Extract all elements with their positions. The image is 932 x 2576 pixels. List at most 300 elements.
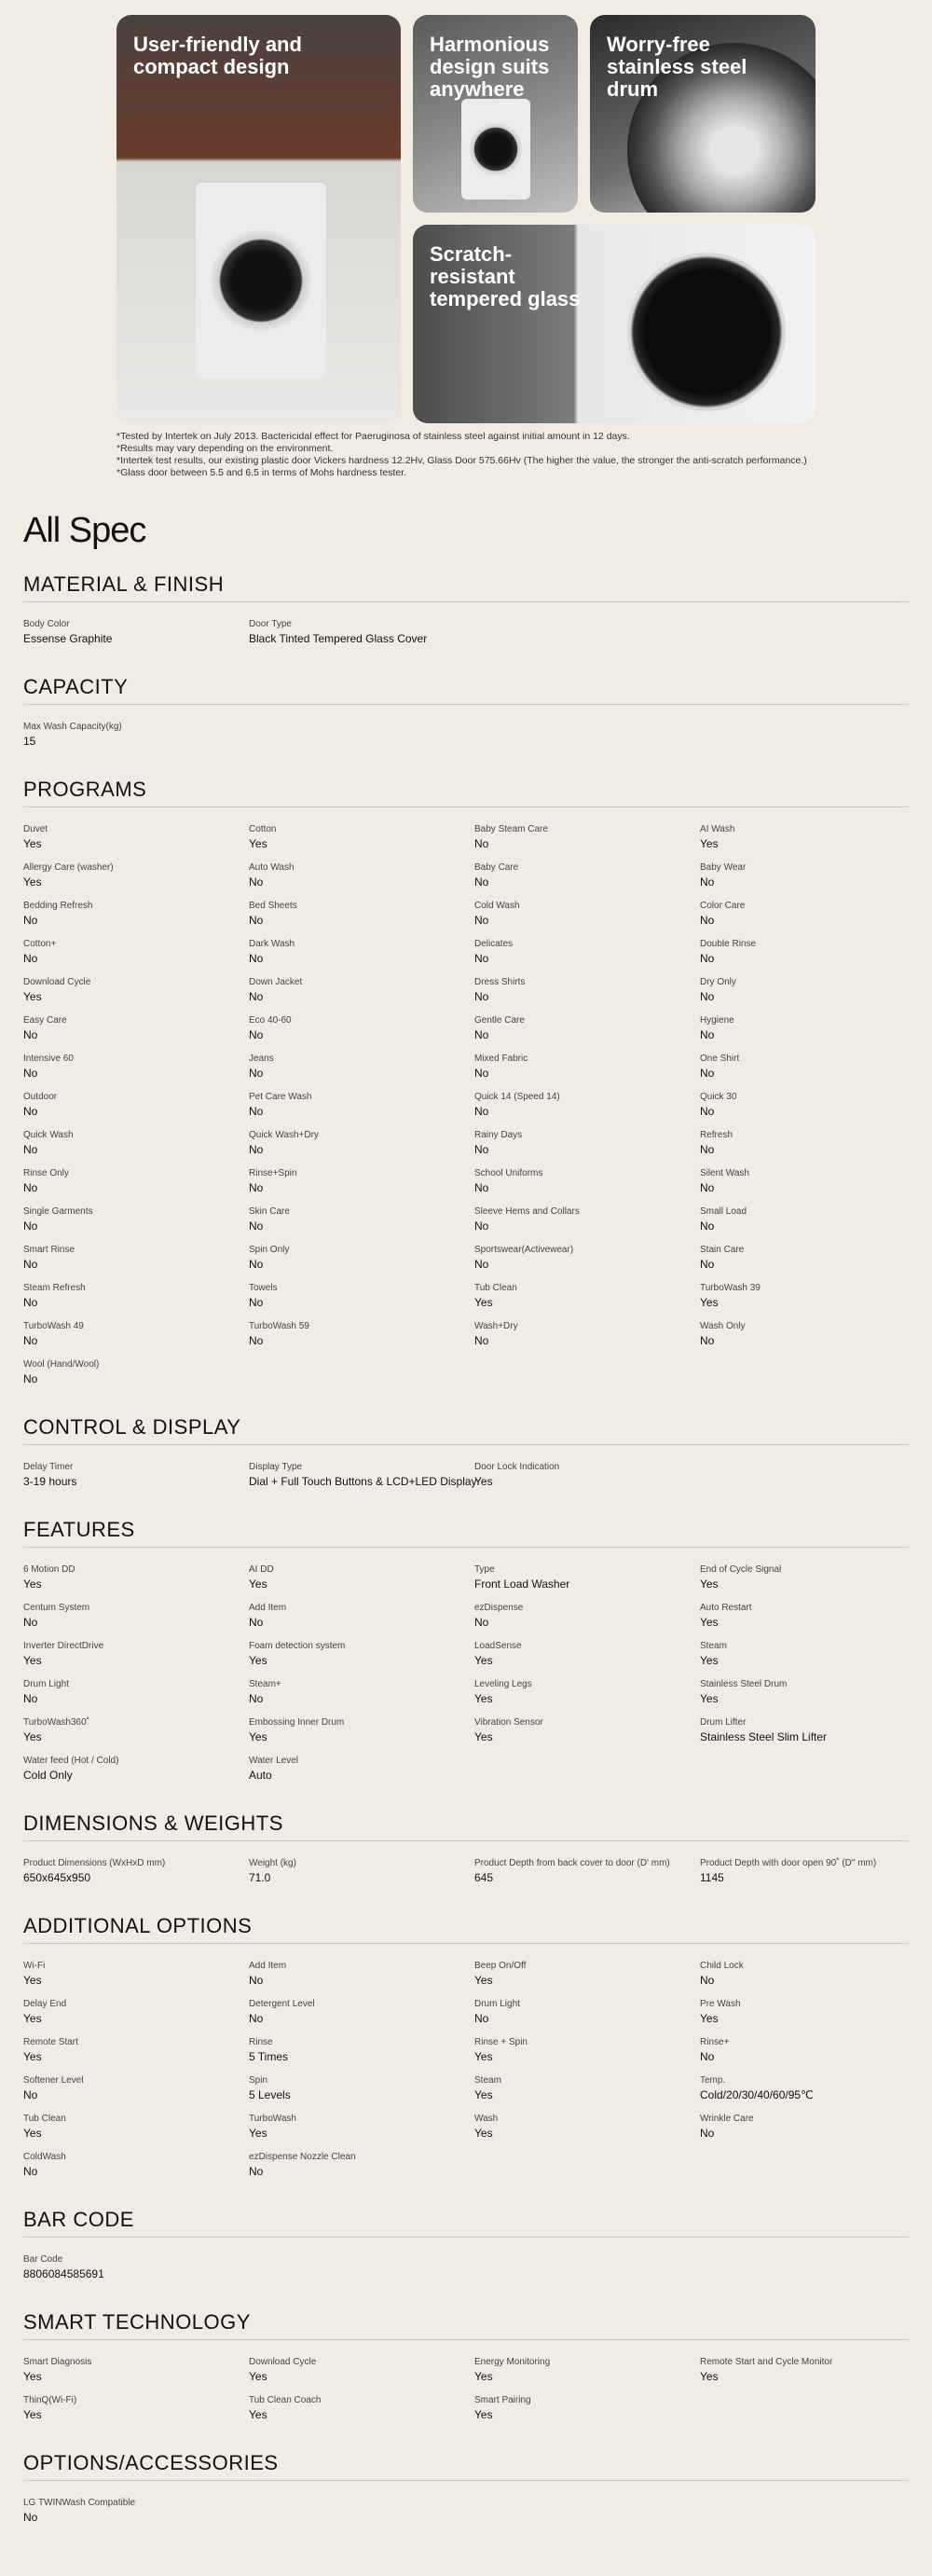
spec-value: No — [474, 990, 489, 1003]
spec-value: No — [700, 2050, 715, 2063]
spec-item — [474, 1244, 700, 1282]
spec-label: Steam — [700, 1641, 727, 1651]
spec-item — [700, 1320, 909, 1358]
hero-tile-stainless-drum — [590, 15, 816, 213]
spec-value: Yes — [23, 2370, 42, 2383]
spec-item — [23, 2253, 249, 2292]
spec-item — [474, 1857, 700, 1895]
washer-door-illustration — [469, 122, 523, 176]
spec-label: Softener Level — [23, 2075, 84, 2086]
spec-value: Yes — [474, 1692, 493, 1705]
spec-item — [23, 1461, 249, 1499]
spec-item — [23, 1640, 249, 1678]
spec-label: Child Lock — [700, 1961, 744, 1971]
spec-value: Dial + Full Touch Buttons & LCD+LED Display — [249, 1475, 477, 1488]
spec-value: Yes — [249, 1577, 267, 1591]
spec-value: No — [23, 1258, 38, 1271]
spec-label: Wi-Fi — [23, 1961, 46, 1971]
spec-label: Mixed Fabric — [474, 1054, 528, 1064]
spec-item — [23, 1857, 249, 1895]
spec-item — [23, 938, 249, 976]
spec-label: Gentle Care — [474, 1015, 525, 1026]
spec-grid — [23, 1445, 909, 1505]
spec-section — [23, 2297, 909, 2438]
spec-value: No — [474, 875, 489, 889]
spec-item — [700, 1091, 909, 1129]
spec-label: AI Wash — [700, 824, 735, 834]
spec-label: Steam+ — [249, 1679, 281, 1689]
spec-item — [700, 1678, 909, 1716]
spec-label: Sleeve Hems and Collars — [474, 1206, 580, 1217]
spec-item — [474, 1014, 700, 1053]
spec-value: Yes — [23, 1974, 42, 1987]
spec-value: Yes — [249, 2370, 267, 2383]
spec-value: No — [249, 1334, 264, 1347]
spec-label: Rinse Only — [23, 1168, 69, 1178]
spec-item — [23, 1998, 249, 2036]
spec-label: Smart Rinse — [23, 1245, 75, 1255]
spec-label: Wool (Hand/Wool) — [23, 1359, 100, 1370]
hero-tile-title: Worry-free stainless steel drum — [607, 33, 747, 101]
spec-label: Energy Monitoring — [474, 2357, 551, 2367]
spec-label: Download Cycle — [249, 2357, 317, 2367]
spec-value: No — [23, 1028, 38, 1041]
spec-label: Tub Clean — [23, 2114, 66, 2124]
spec-item — [23, 1755, 249, 1793]
spec-label: Quick Wash — [23, 1130, 74, 1140]
spec-item — [249, 900, 474, 938]
spec-item — [23, 1358, 249, 1397]
spec-value: No — [700, 1181, 715, 1194]
spec-label: Product Depth with door open 90˚ (D" mm) — [700, 1858, 877, 1868]
spec-item — [474, 1282, 700, 1320]
spec-grid — [23, 1548, 909, 1798]
spec-item — [23, 1602, 249, 1640]
spec-value: No — [474, 914, 489, 927]
spec-label: 6 Motion DD — [23, 1564, 75, 1575]
spec-value: No — [700, 1105, 715, 1118]
spec-item — [249, 1461, 477, 1499]
spec-item — [249, 1053, 474, 1091]
spec-item — [23, 1205, 249, 1244]
spec-value: Front Load Washer — [474, 1577, 570, 1591]
spec-label: Easy Care — [23, 1015, 67, 1026]
spec-item — [249, 1244, 474, 1282]
spec-label: Door Type — [249, 619, 292, 629]
spec-item — [700, 823, 909, 861]
spec-item — [23, 900, 249, 938]
spec-item — [249, 861, 474, 900]
spec-label: TurboWash360˚ — [23, 1717, 89, 1728]
section-title: OPTIONS/ACCESSORIES — [23, 2438, 909, 2481]
hero-tile-title: Scratch- resistant tempered glass — [430, 242, 581, 310]
spec-item — [249, 2394, 474, 2432]
spec-value: Yes — [700, 1692, 719, 1705]
spec-item — [249, 2356, 474, 2394]
spec-item — [474, 1716, 700, 1755]
spec-label: Sportswear(Activewear) — [474, 1245, 574, 1255]
spec-label: Tub Clean — [474, 1283, 517, 1293]
spec-item — [700, 1205, 909, 1244]
spec-item — [23, 823, 249, 861]
spec-value: No — [700, 1219, 715, 1233]
spec-item — [700, 1564, 909, 1602]
spec-item — [23, 1564, 249, 1602]
spec-item — [23, 2497, 249, 2535]
spec-label: Water Level — [249, 1756, 298, 1766]
spec-value: No — [474, 1258, 489, 1271]
spec-item — [700, 1282, 909, 1320]
spec-value: No — [700, 1334, 715, 1347]
spec-label: Vibration Sensor — [474, 1717, 543, 1728]
spec-label: Silent Wash — [700, 1168, 749, 1178]
section-title: SMART TECHNOLOGY — [23, 2297, 909, 2340]
spec-value: No — [700, 990, 715, 1003]
spec-value: Yes — [249, 2127, 267, 2140]
section-title: FEATURES — [23, 1505, 909, 1548]
spec-label: Smart Pairing — [474, 2395, 531, 2405]
spec-value: Yes — [700, 2012, 719, 2025]
spec-item — [249, 1640, 474, 1678]
spec-label: Pre Wash — [700, 1999, 741, 2009]
spec-value: Yes — [23, 2050, 42, 2063]
spec-item — [474, 1960, 700, 1998]
spec-label: Drum Light — [474, 1999, 520, 2009]
spec-label: Centum System — [23, 1603, 90, 1613]
spec-value: Yes — [249, 1730, 267, 1743]
spec-item — [23, 1282, 249, 1320]
spec-label: Jeans — [249, 1054, 274, 1064]
spec-value: Yes — [23, 875, 42, 889]
spec-value: No — [474, 2012, 489, 2025]
spec-label: Stainless Steel Drum — [700, 1679, 788, 1689]
spec-label: Bed Sheets — [249, 901, 297, 911]
spec-item — [249, 2151, 474, 2189]
spec-value: Yes — [23, 990, 42, 1003]
spec-label: Foam detection system — [249, 1641, 346, 1651]
spec-value: No — [249, 2012, 264, 2025]
spec-value: Auto — [249, 1769, 272, 1782]
spec-item — [249, 1091, 474, 1129]
spec-item — [474, 2356, 700, 2394]
spec-item — [700, 1640, 909, 1678]
spec-label: Quick Wash+Dry — [249, 1130, 319, 1140]
footnote: *Tested by Intertek on July 2013. Bactericidal effect for Paeruginosa of stainless steel against initial amount in 12 days. — [116, 431, 630, 442]
spec-label: Spin — [249, 2075, 268, 2086]
spec-item — [474, 823, 700, 861]
section-title: PROGRAMS — [23, 765, 909, 807]
spec-label: Wash+Dry — [474, 1321, 518, 1331]
spec-value: No — [249, 1296, 264, 1309]
spec-item — [249, 2036, 474, 2074]
spec-item — [249, 1998, 474, 2036]
spec-item — [249, 1282, 474, 1320]
spec-item — [700, 2356, 909, 2394]
spec-label: Stain Care — [700, 1245, 745, 1255]
spec-section — [23, 1402, 909, 1505]
spec-label: Temp. — [700, 2075, 726, 2086]
spec-item — [249, 823, 474, 861]
spec-value: No — [474, 1616, 489, 1629]
spec-item — [474, 1053, 700, 1091]
spec-grid — [23, 2238, 909, 2297]
spec-label: Wrinkle Care — [700, 2114, 754, 2124]
spec-label: Small Load — [700, 1206, 747, 1217]
spec-value: Yes — [23, 2012, 42, 2025]
spec-grid — [23, 602, 909, 662]
hero-gallery — [0, 0, 932, 485]
spec-value: 3-19 hours — [23, 1475, 77, 1488]
spec-item — [474, 1205, 700, 1244]
spec-label: Weight (kg) — [249, 1858, 296, 1868]
spec-item — [474, 1320, 700, 1358]
spec-value: No — [249, 990, 264, 1003]
spec-label: TurboWash 49 — [23, 1321, 84, 1331]
footnote: *Results may vary depending on the environment. — [116, 443, 334, 454]
spec-value: No — [23, 1181, 38, 1194]
spec-item — [700, 2113, 909, 2151]
spec-label: Single Garments — [23, 1206, 93, 1217]
spec-label: TurboWash — [249, 2114, 296, 2124]
spec-item — [474, 2074, 700, 2113]
spec-item — [474, 1640, 700, 1678]
spec-item — [249, 1602, 474, 1640]
spec-value: Yes — [700, 1616, 719, 1629]
spec-item — [23, 2151, 249, 2189]
spec-value: Cold Only — [23, 1769, 73, 1782]
spec-value: No — [23, 1105, 38, 1118]
spec-item — [249, 2113, 474, 2151]
spec-item — [249, 1564, 474, 1602]
section-title: MATERIAL & FINISH — [23, 559, 909, 602]
spec-value: Yes — [474, 2127, 493, 2140]
spec-label: Smart Diagnosis — [23, 2357, 92, 2367]
spec-grid — [23, 2340, 909, 2438]
spec-label: Towels — [249, 1283, 278, 1293]
spec-label: Add Item — [249, 1603, 287, 1613]
spec-value: No — [249, 1143, 264, 1156]
section-title: CAPACITY — [23, 662, 909, 705]
spec-item — [249, 2074, 474, 2113]
spec-value: No — [23, 1296, 38, 1309]
spec-label: Remote Start — [23, 2037, 78, 2047]
spec-label: Auto Restart — [700, 1603, 752, 1613]
spec-item — [23, 2113, 249, 2151]
spec-item — [700, 1129, 909, 1167]
spec-value: No — [700, 1258, 715, 1271]
spec-label: Rainy Days — [474, 1130, 523, 1140]
spec-item — [474, 1998, 700, 2036]
section-title: CONTROL & DISPLAY — [23, 1402, 909, 1445]
spec-value: 645 — [474, 1871, 494, 1884]
spec-value: Yes — [700, 1654, 719, 1667]
spec-value: Yes — [700, 1577, 719, 1591]
spec-value: 650x645x950 — [23, 1871, 91, 1884]
spec-value: No — [474, 1067, 489, 1080]
spec-label: Drum Lifter — [700, 1717, 747, 1728]
spec-value: No — [474, 1105, 489, 1118]
hero-tile-title: Harmonious design suits anywhere — [430, 33, 550, 101]
spec-value: Yes — [474, 1475, 493, 1488]
spec-value: No — [23, 1219, 38, 1233]
spec-label: Quick 14 (Speed 14) — [474, 1092, 560, 1102]
spec-label: ColdWash — [23, 2152, 66, 2162]
spec-label: Intensive 60 — [23, 1054, 74, 1064]
spec-label: Auto Wash — [249, 862, 295, 873]
spec-value: Yes — [23, 1577, 42, 1591]
footnote: *Intertek test results, our existing plastic door Vickers hardness 12.2Hv, Glass Door 575.66Hv (The higher the value, the stronger the anti-scratch performance.) — [116, 455, 807, 466]
spec-value: Yes — [23, 2408, 42, 2421]
spec-item — [23, 1167, 249, 1205]
spec-value: Yes — [474, 2370, 493, 2383]
spec-value: No — [700, 952, 715, 965]
spec-item — [700, 1857, 909, 1895]
spec-item — [700, 861, 909, 900]
spec-label: LoadSense — [474, 1641, 522, 1651]
spec-label: Wash Only — [700, 1321, 746, 1331]
spec-value: Yes — [700, 2370, 719, 2383]
spec-label: LG TWINWash Compatible — [23, 2498, 136, 2508]
spec-label: AI DD — [249, 1564, 274, 1575]
spec-item — [249, 1167, 474, 1205]
spec-grid — [23, 705, 909, 765]
spec-label: Down Jacket — [249, 977, 303, 987]
spec-value: No — [249, 875, 264, 889]
spec-value: No — [249, 1258, 264, 1271]
spec-item — [23, 721, 249, 759]
hero-tile-harmonious-design — [413, 15, 578, 213]
spec-value: No — [474, 1334, 489, 1347]
spec-value: No — [249, 1105, 264, 1118]
spec-item — [700, 1244, 909, 1282]
spec-value: Yes — [700, 837, 719, 850]
spec-value: No — [23, 1334, 38, 1347]
spec-value: No — [700, 914, 715, 927]
spec-item — [23, 1053, 249, 1091]
spec-value: 8806084585691 — [23, 2267, 104, 2280]
spec-label: One Shirt — [700, 1054, 740, 1064]
spec-item — [23, 2356, 249, 2394]
spec-item — [700, 900, 909, 938]
spec-item — [700, 1053, 909, 1091]
spec-label: Water feed (Hot / Cold) — [23, 1756, 119, 1766]
spec-item — [23, 1960, 249, 1998]
spec-item — [23, 1091, 249, 1129]
spec-value: 5 Levels — [249, 2088, 291, 2101]
spec-value: Yes — [474, 2050, 493, 2063]
spec-value: Yes — [23, 2127, 42, 2140]
spec-item — [474, 1678, 700, 1716]
glass-door-illustration — [627, 253, 786, 411]
spec-grid — [23, 1841, 909, 1901]
spec-label: Detergent Level — [249, 1999, 315, 2009]
spec-label: Bedding Refresh — [23, 901, 93, 911]
spec-label: Add Item — [249, 1961, 287, 1971]
spec-value: No — [474, 1181, 489, 1194]
spec-label: End of Cycle Signal — [700, 1564, 782, 1575]
spec-section — [23, 1798, 909, 1901]
spec-label: ezDispense Nozzle Clean — [249, 2152, 356, 2162]
spec-value: 15 — [23, 735, 36, 748]
spec-item — [700, 1998, 909, 2036]
spec-value: Stainless Steel Slim Lifter — [700, 1730, 828, 1743]
spec-label: Cold Wash — [474, 901, 520, 911]
spec-item — [249, 1014, 474, 1053]
section-title: ADDITIONAL OPTIONS — [23, 1901, 909, 1944]
spec-item — [249, 1755, 474, 1793]
spec-value: Yes — [474, 2408, 493, 2421]
spec-label: Cotton+ — [23, 939, 57, 949]
spec-value: No — [249, 2165, 264, 2178]
hero-tile-tempered-glass — [413, 225, 816, 423]
spec-label: Spin Only — [249, 1245, 290, 1255]
spec-label: Door Lock Indication — [474, 1462, 560, 1472]
spec-label: Rinse+Spin — [249, 1168, 297, 1178]
spec-item — [474, 2113, 700, 2151]
spec-item — [23, 618, 249, 656]
spec-value: No — [23, 952, 38, 965]
spec-item — [23, 1244, 249, 1282]
spec-value: No — [23, 914, 38, 927]
spec-value: No — [700, 1028, 715, 1041]
spec-label: Tub Clean Coach — [249, 2395, 322, 2405]
spec-grid — [23, 1944, 909, 2195]
spec-item — [474, 1129, 700, 1167]
spec-label: Dark Wash — [249, 939, 295, 949]
spec-item — [23, 1716, 249, 1755]
spec-value: No — [23, 1616, 38, 1629]
spec-item — [23, 1014, 249, 1053]
spec-label: Rinse — [249, 2037, 273, 2047]
spec-value: Yes — [474, 2088, 493, 2101]
spec-value: Yes — [23, 1730, 42, 1743]
spec-label: Bar Code — [23, 2254, 63, 2265]
spec-label: School Uniforms — [474, 1168, 543, 1178]
spec-item — [700, 1014, 909, 1053]
page-title: All Spec — [23, 511, 146, 550]
spec-item — [700, 938, 909, 976]
spec-item — [474, 2394, 700, 2432]
spec-label: Delay End — [23, 1999, 67, 2009]
spec-value: No — [474, 1028, 489, 1041]
spec-item — [23, 1320, 249, 1358]
spec-label: Rinse + Spin — [474, 2037, 528, 2047]
spec-value: No — [249, 1616, 264, 1629]
spec-label: Rinse+ — [700, 2037, 730, 2047]
spec-label: Delicates — [474, 939, 514, 949]
spec-label: Steam — [474, 2075, 501, 2086]
spec-section — [23, 559, 909, 662]
spec-item — [474, 1602, 700, 1640]
footnotes — [116, 431, 807, 479]
spec-item — [23, 976, 249, 1014]
spec-label: Cotton — [249, 824, 277, 834]
spec-value: 71.0 — [249, 1871, 271, 1884]
spec-value: No — [249, 1028, 264, 1041]
spec-grid — [23, 807, 909, 1402]
spec-item — [249, 938, 474, 976]
spec-value: 5 Times — [249, 2050, 289, 2063]
spec-label: Wash — [474, 2114, 499, 2124]
spec-value: No — [249, 1692, 264, 1705]
spec-item — [700, 1602, 909, 1640]
spec-value: No — [23, 1372, 38, 1385]
spec-value: No — [700, 2127, 715, 2140]
hero-tile-compact-design — [116, 15, 401, 423]
spec-label: Leveling Legs — [474, 1679, 532, 1689]
spec-label: Beep On/Off — [474, 1961, 527, 1971]
spec-label: ThinQ(Wi-Fi) — [23, 2395, 77, 2405]
